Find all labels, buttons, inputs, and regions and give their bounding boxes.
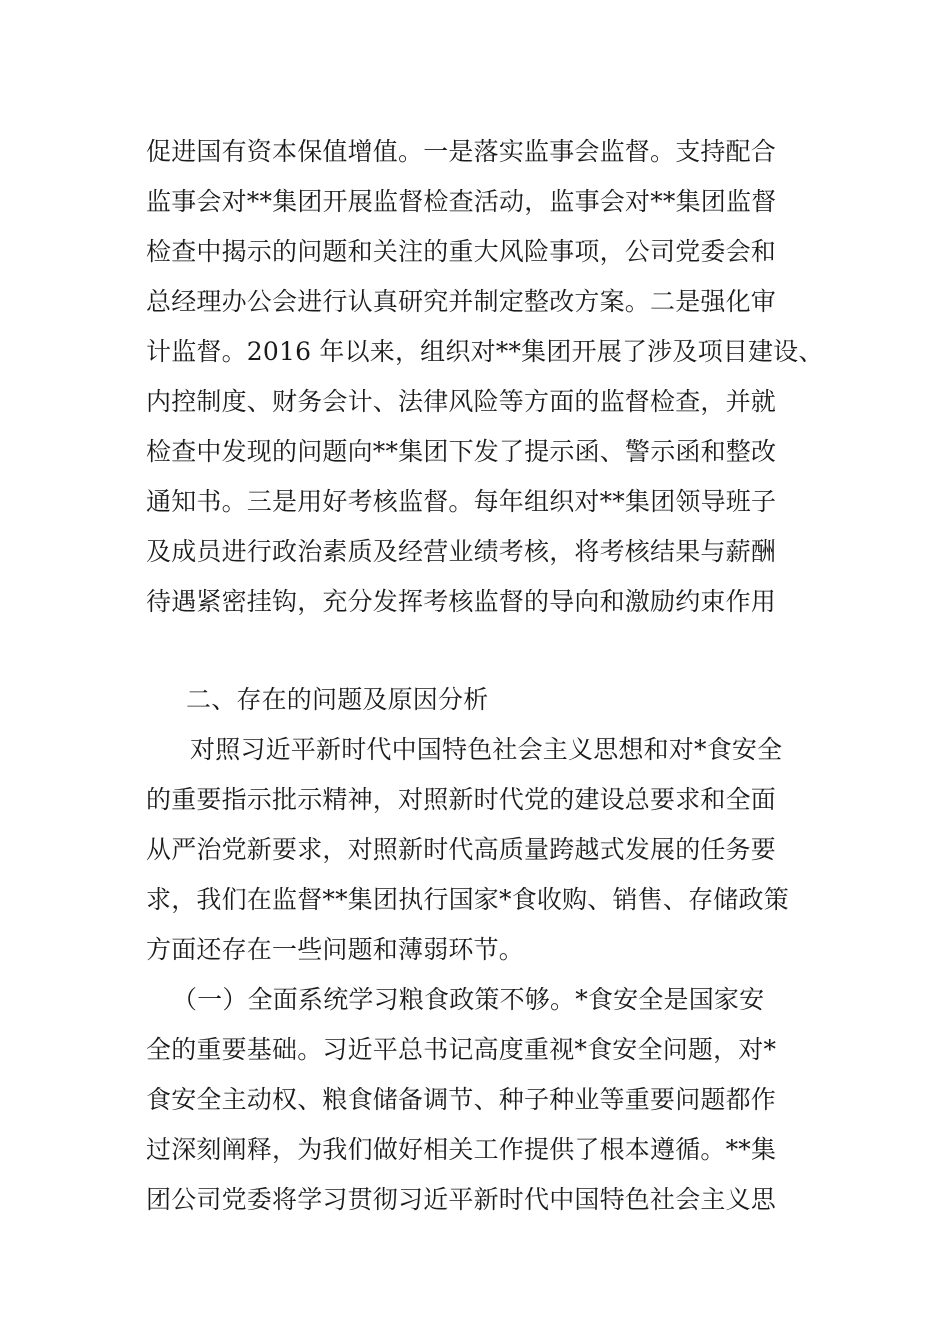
text-line: 全的重要基础。习近平总书记高度重视*食安全问题，对* — [146, 1035, 777, 1064]
text-line: 食安全主动权、粮食储备调节、种子种业等重要问题都作 — [146, 1085, 777, 1114]
text-line: 计监督。2016 年以来，组织对**集团开展了涉及项目建设、 — [146, 337, 824, 366]
text-line: 及成员进行政治素质及经营业绩考核，将考核结果与薪酬 — [146, 537, 777, 566]
text-line: 内控制度、财务会计、法律风险等方面的监督检查，并就 — [146, 387, 777, 416]
text-line: 促进国有资本保值增值。一是落实监事会监督。支持配合 — [146, 137, 777, 166]
text-line: 方面还存在一些问题和薄弱环节。 — [146, 935, 525, 964]
text-line: 总经理办公会进行认真研究并制定整改方案。二是强化审 — [146, 287, 777, 316]
text-line: 检查中发现的问题向**集团下发了提示函、警示函和整改 — [146, 437, 777, 466]
text-line: 的重要指示批示精神，对照新时代党的建设总要求和全面 — [146, 785, 777, 814]
text-line: 监事会对**集团开展监督检查活动，监事会对**集团监督 — [146, 187, 777, 216]
subsection-heading-line: （一）全面系统学习粮食政策不够。*食安全是国家安 — [172, 985, 765, 1014]
text-line: 从严治党新要求，对照新时代高质量跨越式发展的任务要 — [146, 835, 777, 864]
text-line: 求，我们在监督**集团执行国家*食收购、销售、存储政策 — [146, 885, 789, 914]
text-line: 通知书。三是用好考核监督。每年组织对**集团领导班子 — [146, 487, 777, 516]
text-line: 检查中揭示的问题和关注的重大风险事项，公司党委会和 — [146, 237, 777, 266]
text-line: 待遇紧密挂钩，充分发挥考核监督的导向和激励约束作用 — [146, 587, 777, 616]
section-heading: 二、存在的问题及原因分析 — [186, 685, 489, 714]
text-line: 团公司党委将学习贯彻习近平新时代中国特色社会主义思 — [146, 1185, 777, 1214]
text-line: 过深刻阐释，为我们做好相关工作提供了根本遵循。**集 — [146, 1135, 777, 1164]
text-line: 对照习近平新时代中国特色社会主义思想和对*食安全 — [190, 735, 783, 764]
